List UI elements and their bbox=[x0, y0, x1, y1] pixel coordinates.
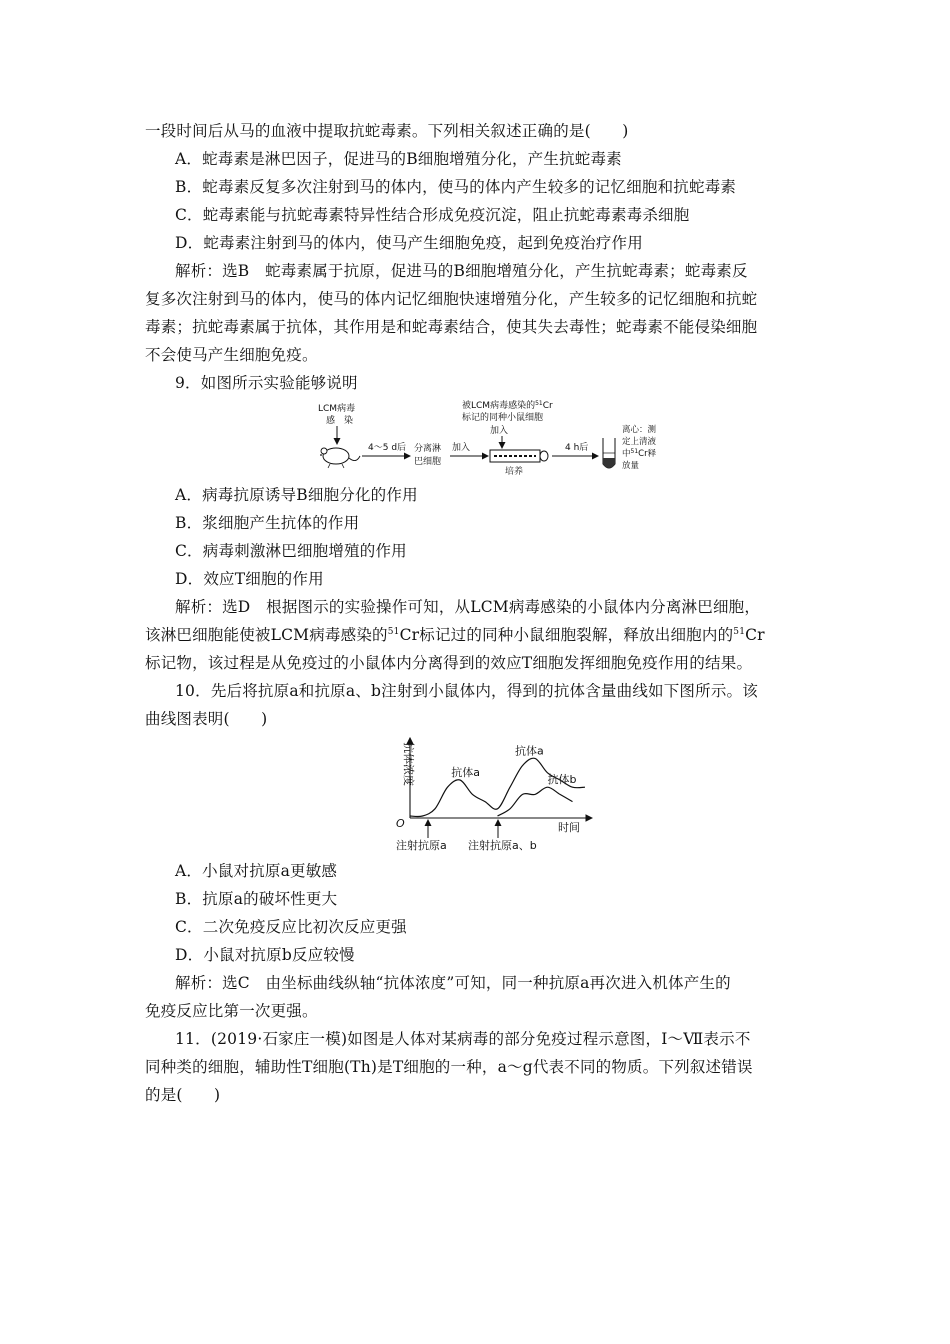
q9-option-b: B．浆细胞产生抗体的作用 bbox=[175, 514, 360, 532]
series-label-antibody-b: 抗体b bbox=[547, 773, 577, 787]
fig-add-label: 加入 bbox=[490, 426, 509, 436]
fig-labeled-cells-label: 标记的同种小鼠细胞 bbox=[462, 413, 544, 423]
fig-culture-label: 培养 bbox=[505, 467, 524, 477]
series-line-antibody-b bbox=[498, 787, 573, 816]
fig-hours-label: 4 h后 bbox=[565, 443, 589, 453]
series-line-antibody-a bbox=[410, 758, 585, 816]
mouse-icon bbox=[320, 448, 360, 468]
q10-option-d: D．小鼠对抗原b反应较慢 bbox=[175, 946, 355, 964]
q8-option-d: D．蛇毒素注射到马的体内，使马产生细胞免疫，起到免疫治疗作用 bbox=[175, 234, 643, 252]
q11-stem: 同种类的细胞，辅助性T细胞(Th)是T细胞的一种，a～g代表不同的物质。下列叙述错误 bbox=[145, 1058, 753, 1076]
chart-origin-label: O bbox=[396, 817, 405, 830]
q8-analysis-line: 不会使马产生细胞免疫。 bbox=[145, 346, 318, 364]
q9-option-c: C．病毒刺激淋巴细胞增殖的作用 bbox=[175, 542, 407, 560]
q11-stem: 的是( ) bbox=[145, 1086, 221, 1104]
q9-analysis-line: 标记物，该过程是从免疫过的小鼠体内分离得到的效应T细胞发挥细胞免疫作用的结果。 bbox=[145, 654, 753, 672]
fig-add-label: 加入 bbox=[452, 443, 471, 453]
q9-option-a: A．病毒抗原诱导B细胞分化的作用 bbox=[175, 486, 418, 504]
q8-stem: 一段时间后从马的血液中提取抗蛇毒素。下列相关叙述正确的是( ) bbox=[145, 122, 629, 140]
q9-stem: 9．如图所示实验能够说明 bbox=[175, 374, 358, 392]
q8-option-b: B．蛇毒素反复多次注射到马的体内，使马的体内产生较多的记忆细胞和抗蛇毒素 bbox=[175, 178, 737, 196]
q9-analysis-line: 解析：选D 根据图示的实验操作可知，从LCM病毒感染的小鼠体内分离淋巴细胞， bbox=[175, 598, 761, 616]
q10-option-c: C．二次免疫反应比初次反应更强 bbox=[175, 918, 407, 936]
test-tube-icon bbox=[603, 438, 615, 468]
q10-stem: 10．先后将抗原a和抗原a、b注射到小鼠体内，得到的抗体含量曲线如下图所示。该 bbox=[175, 682, 758, 700]
q11-stem: 11．(2019·石家庄一模)如图是人体对某病毒的部分免疫过程示意图，Ⅰ～Ⅶ表示不 bbox=[175, 1030, 751, 1048]
q9-experiment-figure bbox=[300, 398, 670, 478]
q10-option-a: A．小鼠对抗原a更敏感 bbox=[175, 862, 338, 880]
chart-x-axis-label: 时间 bbox=[558, 821, 580, 834]
q8-analysis-line: 毒素；抗蛇毒素属于抗体，其作用是和蛇毒素结合，使其失去毒性；蛇毒素不能侵染细胞 bbox=[145, 318, 758, 336]
q8-option-c: C．蛇毒素能与抗蛇毒素特异性结合形成免疫沉淀，阻止抗蛇毒素毒杀细胞 bbox=[175, 206, 690, 224]
fig-days-label: 4～5 d后 bbox=[368, 443, 407, 453]
fig-labeled-cells-label: 被LCM病毒感染的$^{51}$Cr bbox=[462, 400, 553, 411]
culture-plate-icon bbox=[490, 450, 548, 462]
fig-separate-label: 巴细胞 bbox=[414, 457, 442, 467]
chart-annotation-injection-2: 注射抗原a、b bbox=[468, 839, 537, 852]
fig-measure-label: 离心：测 bbox=[622, 425, 657, 435]
q10-analysis-line: 免疫反应比第一次更强。 bbox=[145, 1002, 318, 1020]
q8-analysis-line: 复多次注射到马的体内，使马的体内记忆细胞快速增殖分化，产生较多的记忆细胞和抗蛇 bbox=[145, 290, 758, 308]
antibody-chart bbox=[360, 730, 600, 855]
q9-analysis-line: 该淋巴细胞能使被LCM病毒感染的$^{51}$Cr标记过的同种小鼠细胞裂解，释放出细胞内的$^{51}$Cr bbox=[145, 626, 765, 644]
q8-analysis-line: 解析：选B 蛇毒素属于抗原，促进马的B细胞增殖分化，产生抗蛇毒素；蛇毒素反 bbox=[175, 262, 748, 280]
q9-option-d: D．效应T细胞的作用 bbox=[175, 570, 324, 588]
q10-analysis-line: 解析：选C 由坐标曲线纵轴“抗体浓度”可知，同一种抗原a再次进入机体产生的 bbox=[175, 974, 731, 992]
series-label-antibody-a: 抗体a bbox=[451, 766, 480, 779]
chart-y-axis-label: 抗体浓度 bbox=[402, 742, 415, 786]
q8-option-a: A．蛇毒素是淋巴因子，促进马的B细胞增殖分化，产生抗蛇毒素 bbox=[175, 150, 622, 168]
fig-separate-label: 分离淋 bbox=[414, 444, 442, 454]
fig-measure-label: 放量 bbox=[622, 461, 640, 471]
q10-option-b: B．抗原a的破坏性更大 bbox=[175, 890, 338, 908]
fig-infect-label: 感 染 bbox=[326, 416, 354, 426]
q10-stem: 曲线图表明( ) bbox=[145, 710, 268, 728]
fig-lcm-label: LCM病毒 bbox=[318, 404, 356, 414]
chart-annotation-injection-1: 注射抗原a bbox=[396, 839, 447, 852]
fig-measure-label: 中$^{51}$Cr释 bbox=[622, 448, 657, 459]
series-label-antibody-a-peak: 抗体a bbox=[515, 744, 544, 758]
fig-measure-label: 定上清液 bbox=[622, 437, 657, 447]
